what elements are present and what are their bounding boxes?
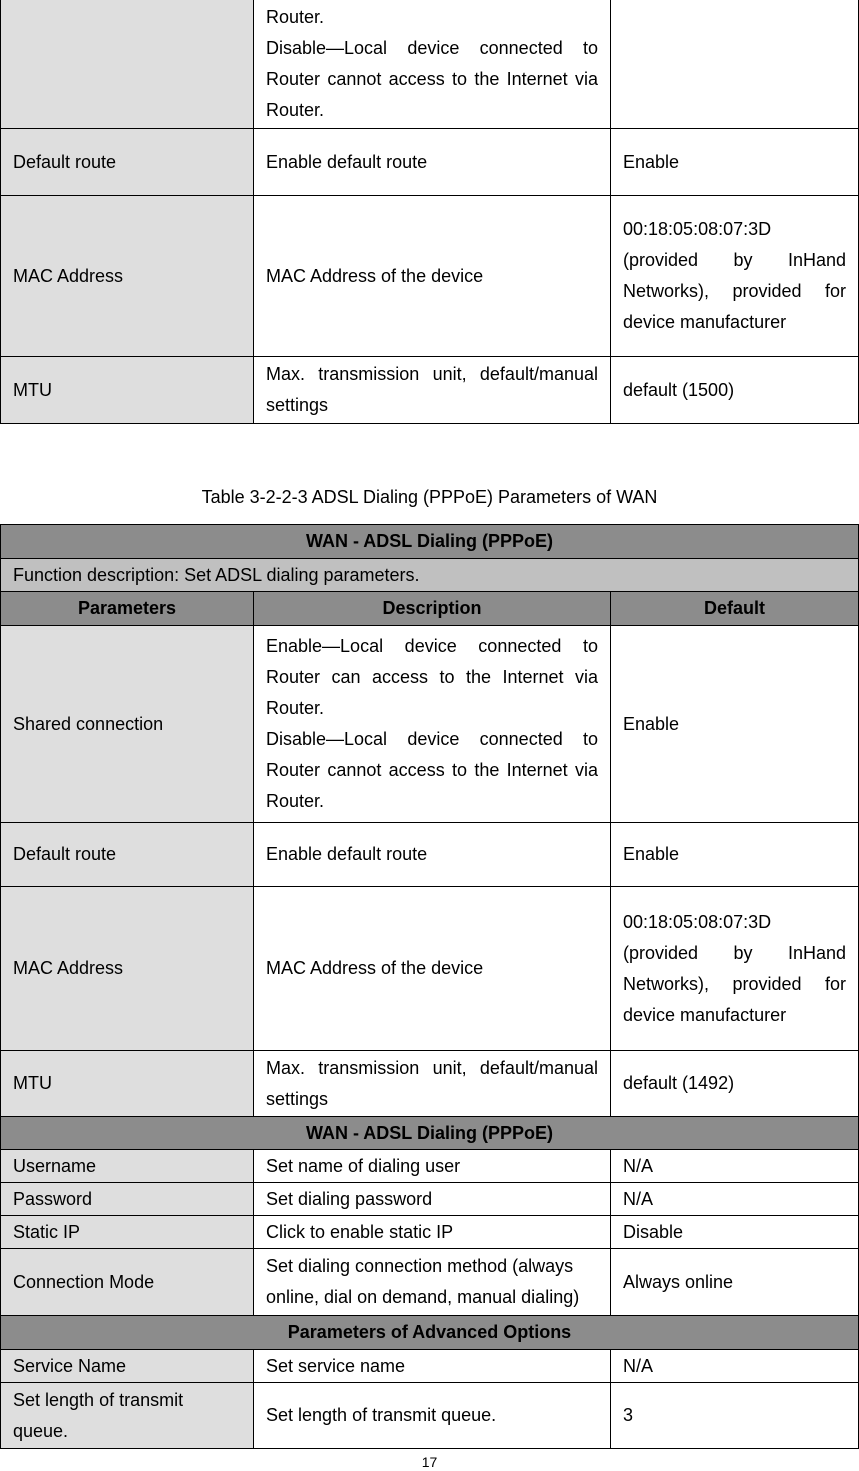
- desc-cell: MAC Address of the device: [254, 887, 611, 1051]
- table-row: [1, 357, 859, 424]
- table-row: [1, 1051, 859, 1117]
- table-row: [1, 1150, 859, 1183]
- param-cell: MAC Address: [1, 887, 254, 1051]
- default-cell: N/A: [611, 1350, 859, 1383]
- default-cell: 3: [611, 1383, 859, 1449]
- param-cell: MTU: [1, 357, 254, 424]
- default-cell: default (1492): [611, 1051, 859, 1117]
- table-row: [1, 823, 859, 887]
- param-cell: Username: [1, 1150, 254, 1183]
- desc-cell: Enable default route: [254, 129, 611, 196]
- table-row: [1, 1249, 859, 1316]
- function-description-row: [1, 559, 859, 592]
- desc-cell: Set dialing connection method (always online, dial on demand, manual dialing): [254, 1249, 611, 1316]
- param-cell: Password: [1, 1183, 254, 1216]
- table-row: [1, 1350, 859, 1383]
- table-row: [1, 196, 859, 357]
- default-cell: Enable: [611, 823, 859, 887]
- default-cell: Enable: [611, 129, 859, 196]
- table-caption: Table 3-2-2-3 ADSL Dialing (PPPoE) Parameters of WAN: [201, 487, 658, 507]
- table-row: [1, 626, 859, 823]
- desc-cell: Set length of transmit queue.: [254, 1383, 611, 1449]
- param-cell: MAC Address: [1, 196, 254, 357]
- desc-cell: Enable default route: [254, 823, 611, 887]
- column-header-row: [1, 592, 859, 626]
- table-row: [1, 0, 859, 129]
- table-continued: [0, 0, 859, 424]
- desc-cell: Max. transmission unit, default/manual settings: [254, 1051, 611, 1117]
- default-cell: Always online: [611, 1249, 859, 1316]
- param-cell: Set length of transmit queue.: [1, 1383, 254, 1449]
- param-cell: Shared connection: [1, 626, 254, 823]
- default-cell: Disable: [611, 1216, 859, 1249]
- column-header-description: Description: [254, 592, 611, 626]
- param-cell: Default route: [1, 823, 254, 887]
- desc-cell: Max. transmission unit, default/manual settings: [254, 357, 611, 424]
- desc-line: Enable—Local device connected to Router can access to the Internet via Router.: [266, 636, 598, 718]
- table-adsl-dialing: [0, 524, 859, 1449]
- default-cell: N/A: [611, 1150, 859, 1183]
- section-title: WAN - ADSL Dialing (PPPoE): [1, 1117, 859, 1150]
- table-row: [1, 129, 859, 196]
- param-cell: [1, 0, 254, 129]
- param-cell: Default route: [1, 129, 254, 196]
- table-title-row: [1, 525, 859, 559]
- page-number: 17: [421, 1454, 438, 1470]
- section-title-row: [1, 1316, 859, 1350]
- table-row: [1, 1383, 859, 1449]
- section-title-row: [1, 1117, 859, 1150]
- default-cell: N/A: [611, 1183, 859, 1216]
- default-cell: default (1500): [611, 357, 859, 424]
- table-row: [1, 887, 859, 1051]
- desc-cell: Click to enable static IP: [254, 1216, 611, 1249]
- default-cell: 00:18:05:08:07:3D (provided by InHand Networks), provided for device manufacturer: [611, 887, 859, 1051]
- param-cell: MTU: [1, 1051, 254, 1117]
- desc-line: Router.: [266, 6, 325, 27]
- desc-cell: [254, 626, 611, 823]
- default-cell: [611, 0, 859, 129]
- desc-line: Disable—Local device connected to Router cannot access to the Internet via Router.: [266, 729, 598, 811]
- param-cell: Static IP: [1, 1216, 254, 1249]
- column-header-default: Default: [611, 592, 859, 626]
- column-header-parameters: Parameters: [1, 592, 254, 626]
- param-cell: Service Name: [1, 1350, 254, 1383]
- function-description: Function description: Set ADSL dialing parameters.: [1, 559, 859, 592]
- desc-cell: Set name of dialing user: [254, 1150, 611, 1183]
- param-cell: Connection Mode: [1, 1249, 254, 1316]
- table-row: [1, 1216, 859, 1249]
- desc-cell: MAC Address of the device: [254, 196, 611, 357]
- desc-cell: Set dialing password: [254, 1183, 611, 1216]
- default-cell: Enable: [611, 626, 859, 823]
- table-row: [1, 1183, 859, 1216]
- desc-cell: [254, 0, 611, 129]
- section-title: Parameters of Advanced Options: [1, 1316, 859, 1350]
- desc-cell: Set service name: [254, 1350, 611, 1383]
- default-cell: 00:18:05:08:07:3D (provided by InHand Networks), provided for device manufacturer: [611, 196, 859, 357]
- table-title: WAN - ADSL Dialing (PPPoE): [1, 525, 859, 559]
- desc-line: Disable—Local device connected to Router cannot access to the Internet via Router.: [266, 37, 598, 120]
